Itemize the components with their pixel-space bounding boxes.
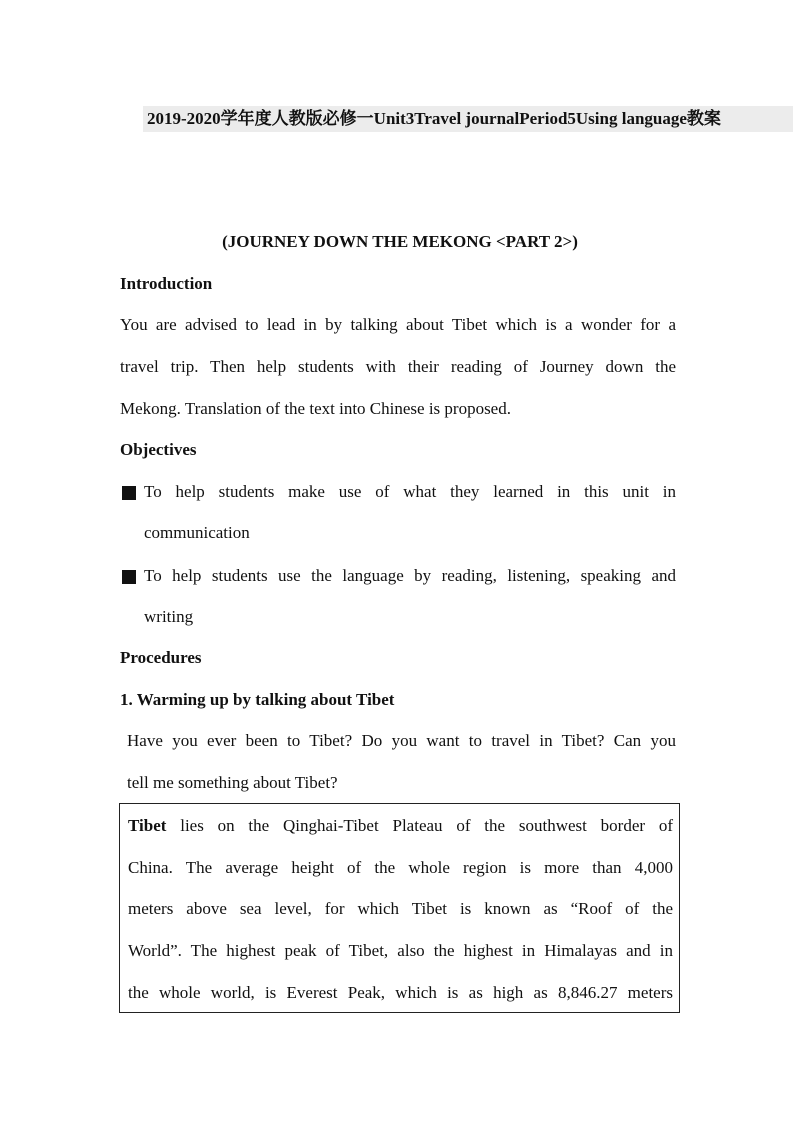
objective-2-line-1: To help students use the language by reading, listening, speaking and — [144, 566, 676, 585]
info-box-line-1-rest: lies on the Qinghai-Tibet Plateau of the southwest border of — [166, 816, 673, 835]
tibet-info-box — [119, 803, 680, 1013]
objective-1-line-2: communication — [144, 523, 250, 542]
objective-1-line-1: To help students make use of what they learned in this unit in — [144, 482, 676, 501]
introduction-line-2: travel trip. Then help students with their reading of Journey down the — [120, 357, 676, 376]
step-1-line-1: Have you ever been to Tibet? Do you want to travel in Tibet? Can you — [127, 731, 676, 750]
procedures-heading: Procedures — [120, 648, 202, 667]
objective-2-line-2: writing — [144, 607, 194, 626]
objectives-heading: Objectives — [120, 440, 197, 459]
document-title: 2019-2020学年度人教版必修一Unit3Travel journalPeriod5Using language教案 — [143, 106, 793, 132]
info-box-lead-word: Tibet — [128, 816, 167, 835]
step-1-line-2: tell me something about Tibet? — [127, 773, 338, 792]
info-box-line-1 — [128, 814, 673, 838]
section-subtitle: (JOURNEY DOWN THE MEKONG <PART 2>) — [222, 232, 578, 251]
introduction-heading: Introduction — [120, 274, 213, 293]
bullet-square-icon — [122, 570, 136, 584]
introduction-line-1: You are advised to lead in by talking about Tibet which is a wonder for a — [120, 315, 676, 334]
step-1-heading: 1. Warming up by talking about Tibet — [120, 690, 395, 709]
info-box-line-3: meters above sea level, for which Tibet is known as “Roof of the — [128, 899, 673, 918]
info-box-line-5: the whole world, is Everest Peak, which is as high as 8,846.27 meters — [128, 983, 673, 1002]
info-box-line-4: World”. The highest peak of Tibet, also the highest in Himalayas and in — [128, 941, 673, 960]
introduction-line-3: Mekong. Translation of the text into Chinese is proposed. — [120, 399, 511, 418]
info-box-line-2: China. The average height of the whole region is more than 4,000 — [128, 858, 673, 877]
bullet-square-icon — [122, 486, 136, 500]
